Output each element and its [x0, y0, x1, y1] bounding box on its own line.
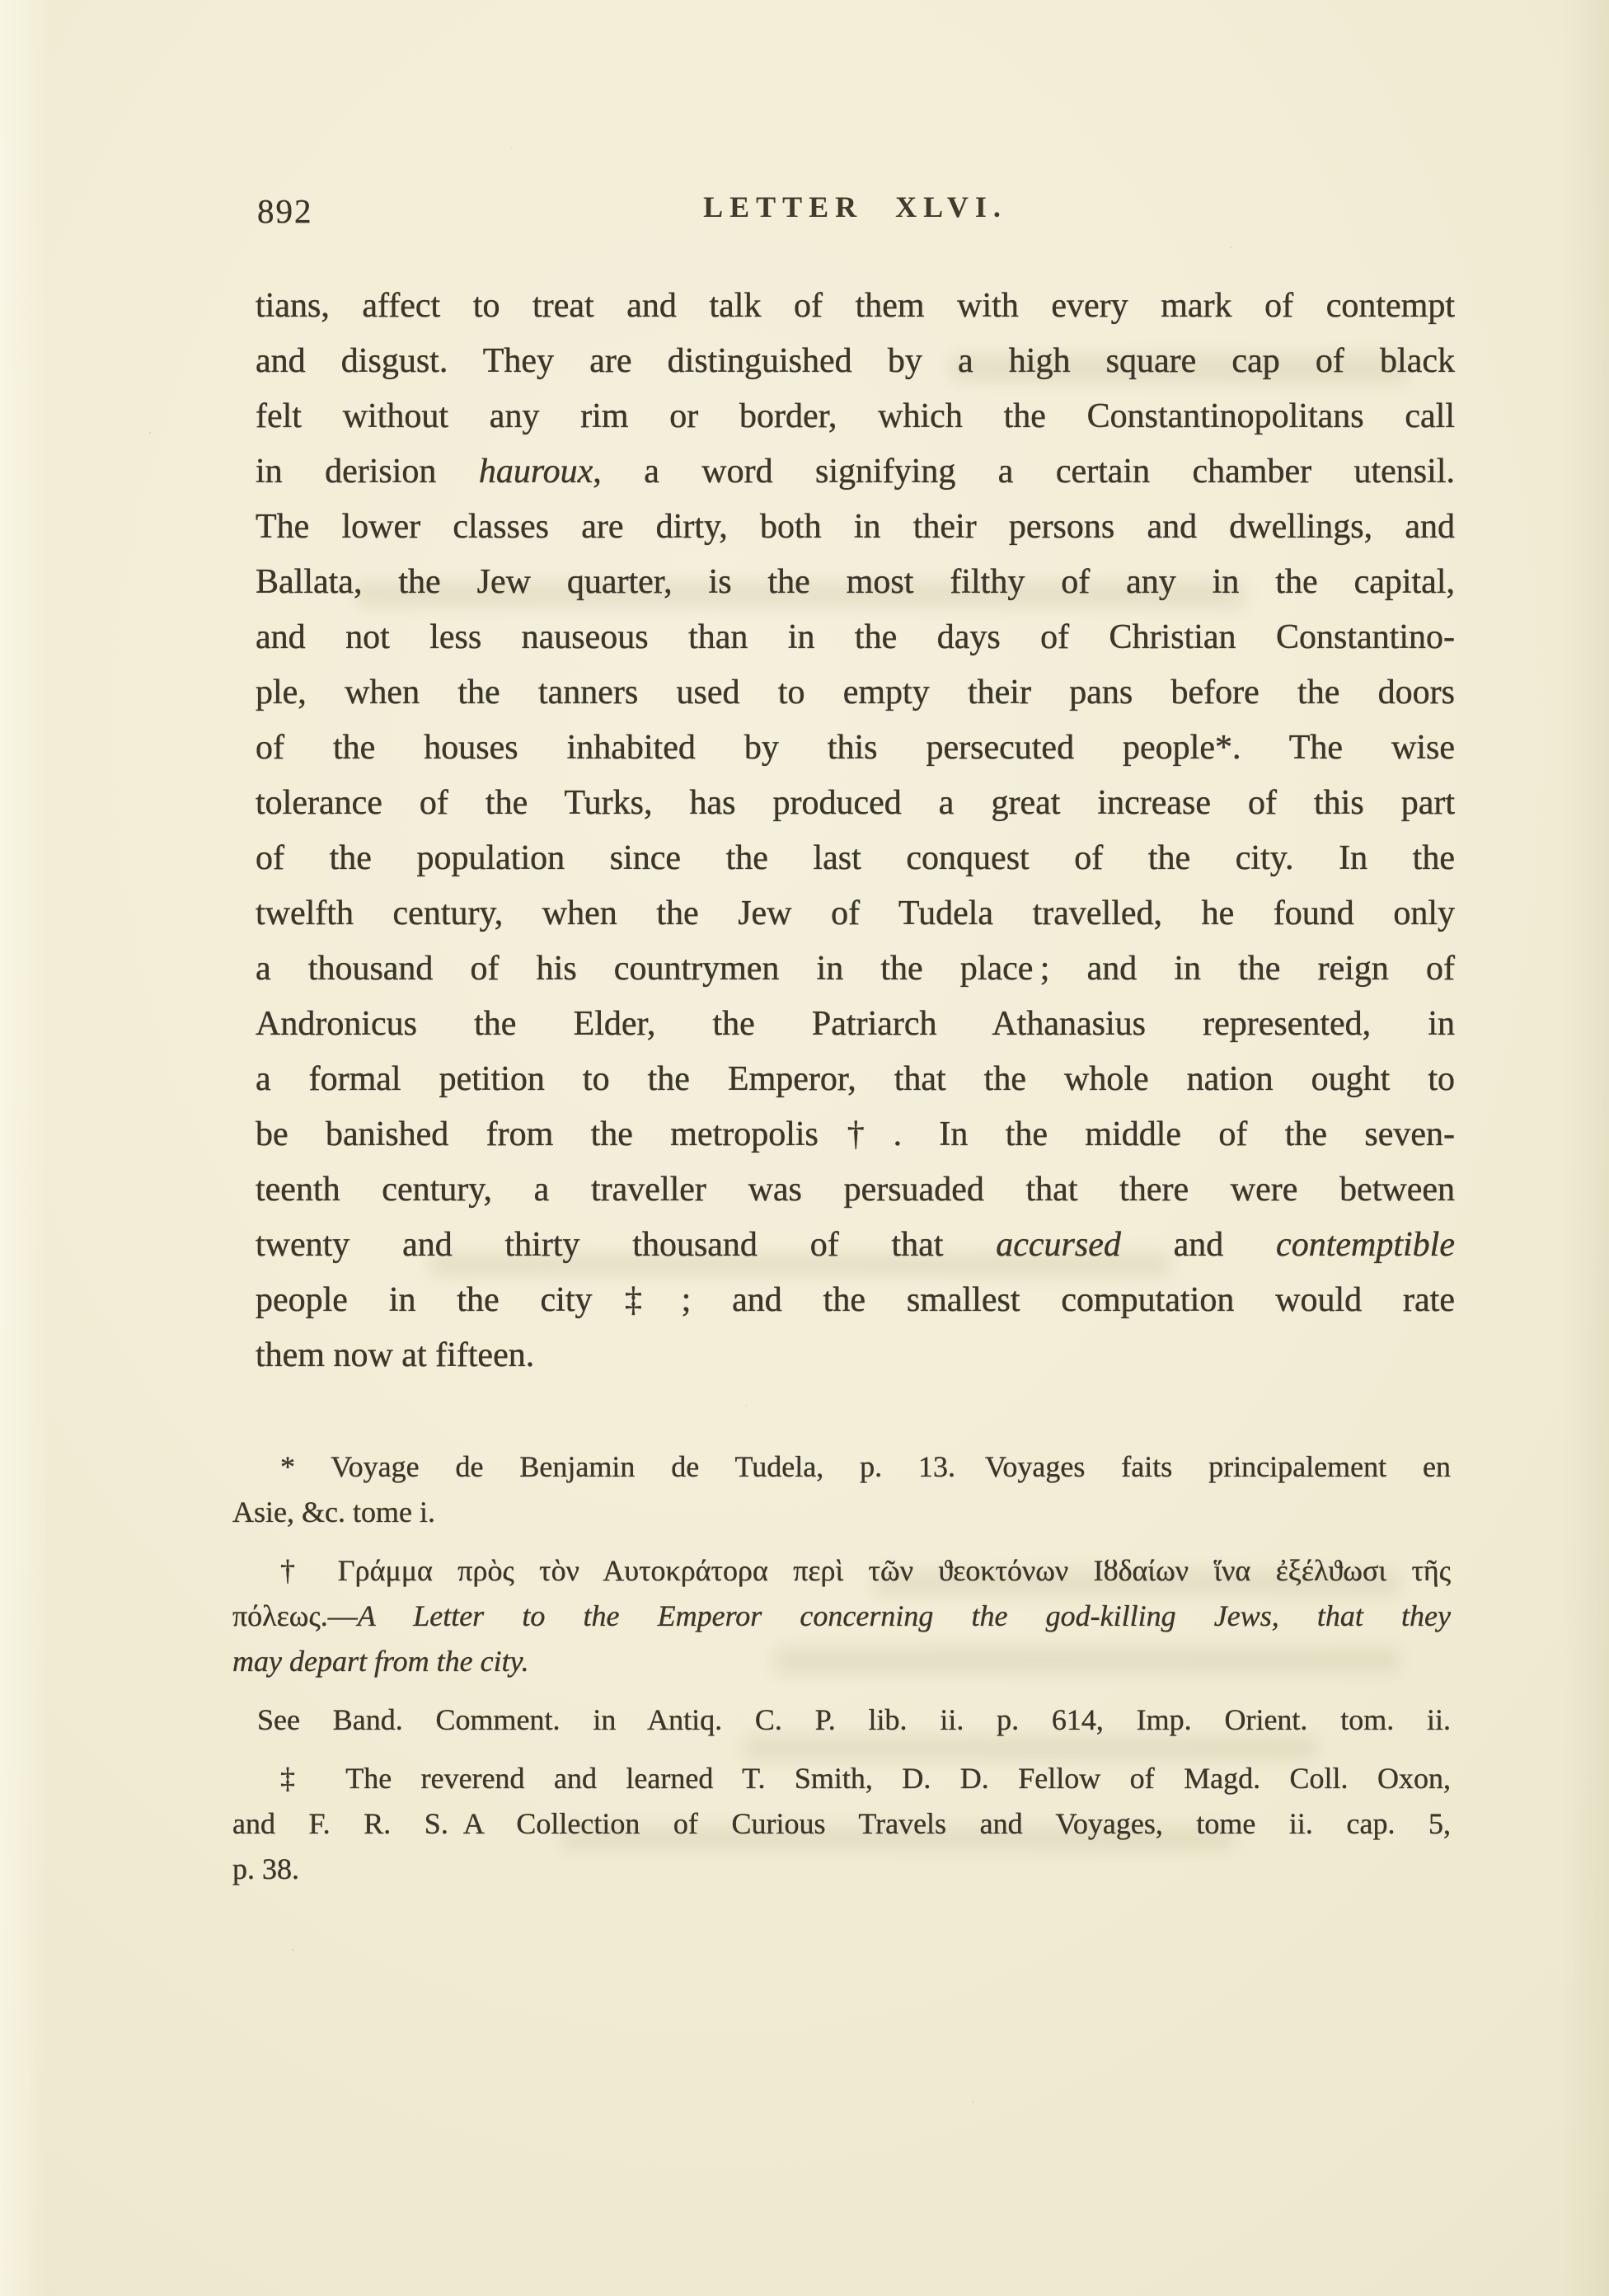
text-line — [256, 1273, 1455, 1328]
text-line — [256, 1107, 1455, 1162]
italic-text-segment: A Letter to the Emperor concerning the god-killing Jews, that they — [357, 1599, 1451, 1632]
text-line — [256, 776, 1455, 831]
text-segment: Andronicus the Elder, the Patriarch Athanasius represented, in — [256, 1005, 1455, 1043]
text-segment: twelfth century, when the Jew of Tudela travelled, he found only — [256, 894, 1455, 932]
text-segment: in derision — [256, 453, 479, 491]
text-line — [256, 444, 1455, 500]
text-line — [256, 1162, 1455, 1218]
text-segment: a formal petition to the Emperor, that the whole nation ought to — [256, 1060, 1455, 1098]
text-segment: felt without any rim or border, which the Constantinopolitans call — [256, 397, 1455, 435]
text-segment: The lower classes are dirty, both in their persons and dwellings, and — [256, 508, 1455, 546]
text-line — [256, 997, 1455, 1052]
text-line — [256, 610, 1455, 665]
text-segment: Ballata, the Jew quarter, is the most filthy of any in the capital, — [256, 563, 1455, 601]
text-segment: them now at fifteen. — [256, 1336, 535, 1374]
text-line — [256, 665, 1455, 721]
text-segment: See Band. Comment. in Antiq. C. P. lib. ii. p. 614, Imp. Orient. tom. ii. — [257, 1703, 1451, 1736]
text-segment: and not less nauseous than in the days of Christian Constantino- — [256, 618, 1455, 656]
page-header-row — [256, 190, 1455, 232]
text-segment: and disgust. They are distinguished by a high square cap of black — [256, 342, 1455, 380]
text-segment: be banished from the metropolis†. In the middle of the seven- — [256, 1115, 1455, 1153]
text-segment: tolerance of the Turks, has produced a great increase of this part — [256, 784, 1455, 822]
page-number: 892 — [257, 192, 313, 230]
text-line — [232, 1490, 1451, 1535]
text-line — [232, 1756, 1451, 1801]
text-segment: ple, when the tanners used to empty their pans before the doors — [256, 674, 1455, 711]
text-segment: , a word signifying a certain chamber utensil. — [593, 453, 1455, 491]
italic-text-segment: may depart from the city. — [232, 1645, 529, 1678]
text-line — [256, 555, 1455, 610]
italic-text-segment: hauroux — [478, 453, 593, 491]
text-line — [232, 1801, 1451, 1847]
italic-text-segment: contemptible — [1276, 1226, 1455, 1264]
body-text — [256, 279, 1455, 1383]
text-segment: p. 38. — [232, 1852, 299, 1885]
italic-text-segment: accursed — [996, 1226, 1121, 1264]
text-segment: people in the city‡ ; and the smallest computation would rate — [256, 1281, 1455, 1319]
text-line — [256, 500, 1455, 555]
text-line — [232, 1847, 1451, 1892]
page-content — [232, 190, 1455, 1892]
text-line — [232, 1639, 1451, 1684]
text-segment: of the population since the last conquest of the city. In the — [256, 839, 1455, 877]
text-segment: tians, affect to treat and talk of them with every mark of contempt — [256, 287, 1455, 325]
text-segment: and F. R. S. A Collection of Curious Travels and Voyages, tome ii. cap. 5, — [232, 1807, 1451, 1840]
text-line — [256, 389, 1455, 444]
running-header: LETTER XLVI. — [703, 190, 1007, 223]
text-segment: πόλεως.— — [232, 1599, 358, 1632]
text-line — [232, 1548, 1451, 1594]
footnote — [232, 1697, 1451, 1743]
text-line — [256, 721, 1455, 776]
text-line — [256, 1052, 1455, 1107]
text-line — [256, 279, 1455, 334]
text-segment: a thousand of his countrymen in the place ; and in the reign of — [256, 950, 1455, 988]
text-segment: teenth century, a traveller was persuaded that there were between — [256, 1171, 1455, 1209]
text-segment: * Voyage de Benjamin de Tudela, p. 13. Voyages faits principalement en — [280, 1450, 1451, 1483]
text-segment: ‡ The reverend and learned T. Smith, D. D. Fellow of Magd. Coll. Oxon, — [280, 1762, 1451, 1795]
text-segment: twenty and thirty thousand of that — [256, 1226, 997, 1264]
text-line — [256, 1328, 1455, 1383]
footnote — [232, 1756, 1451, 1892]
text-line — [256, 941, 1455, 997]
text-line — [256, 1218, 1455, 1273]
footnotes-section — [232, 1444, 1451, 1892]
text-line — [256, 334, 1455, 389]
text-line — [232, 1594, 1451, 1639]
text-line — [256, 831, 1455, 886]
text-line — [232, 1697, 1451, 1743]
footnote — [232, 1548, 1451, 1684]
text-segment: of the houses inhabited by this persecuted people*. The wise — [256, 729, 1455, 767]
text-line — [256, 886, 1455, 941]
text-line — [232, 1444, 1451, 1490]
footnote — [232, 1444, 1451, 1535]
text-segment: Asie, &c. tome i. — [232, 1495, 435, 1528]
text-segment: † Γράμμα πρὸς τὸν Αυτοκράτορα περὶ τῶν ϑεοκτόνων Ιȣδαίων ἵνα ἐξέλϑωσι τῆς — [280, 1554, 1451, 1587]
text-segment: and — [1120, 1226, 1277, 1264]
